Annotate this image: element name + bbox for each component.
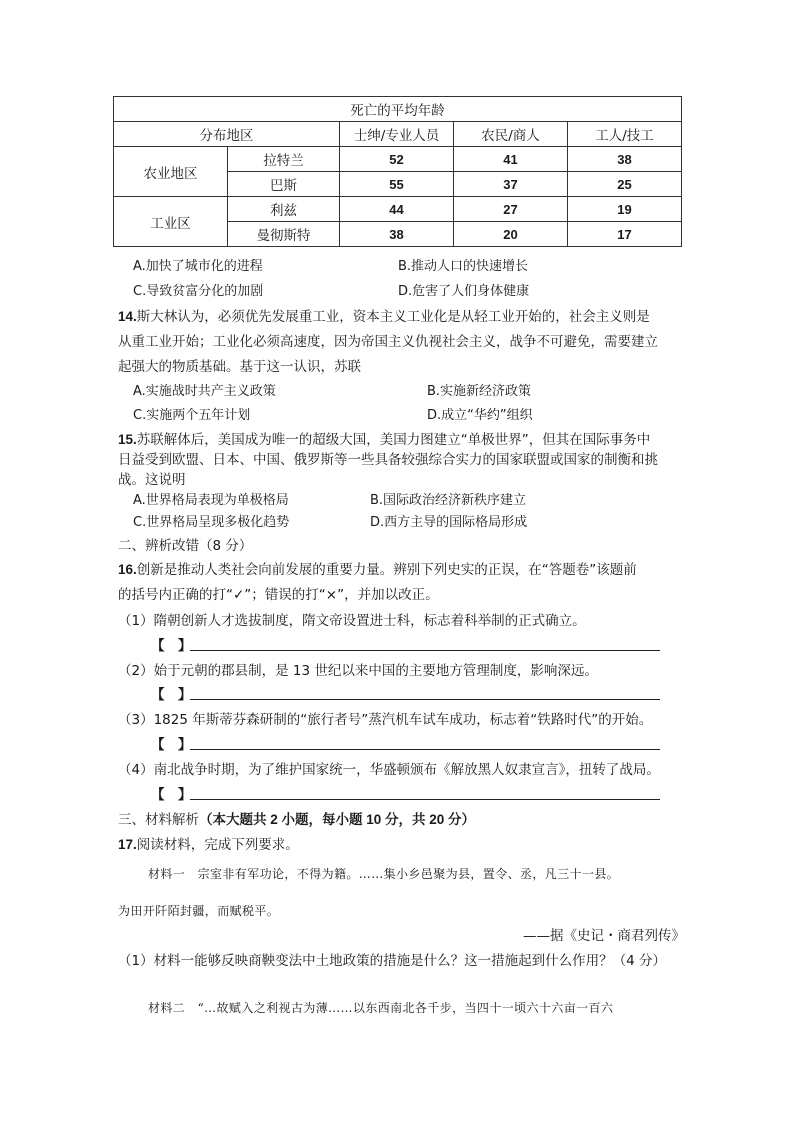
section3-heading: 三、材料解析（本大题共 2 小题，每小题 10 分，共 20 分） [118,812,476,828]
value-cell: 17 [568,222,682,247]
value-cell: 20 [454,222,568,247]
table-header: 农民/商人 [454,122,568,147]
region-cell: 工业区 [114,197,228,247]
answer-line[interactable] [190,699,660,700]
q16-stem-line2: 的括号内正确的打“✓”；错误的打“×”，并加以改正。 [118,587,439,603]
value-cell: 37 [454,172,568,197]
q14-option-a: A.实施战时共产主义政策 [133,384,276,399]
q13-option-a: A.加快了城市化的进程 [133,259,263,274]
q13-option-c: C.导致贫富分化的加剧 [133,284,264,299]
answer-line[interactable] [190,799,660,800]
city-cell: 拉特兰 [228,147,340,172]
q15-option-a: A.世界格局表现为单极格局 [133,493,289,508]
q14-stem-line3: 起强大的物质基础。基于这一认识，苏联 [118,359,361,375]
table-header: 士绅/专业人员 [340,122,454,147]
value-cell: 41 [454,147,568,172]
material-1-source: ——据《史记・商君列传》 [523,928,685,944]
q13-option-b: B.推动人口的快速增长 [398,259,529,274]
table-header: 分布地区 [114,122,340,147]
material-1-line2: 为田开阡陌封疆，而赋税平。 [118,904,280,918]
answer-bracket[interactable]: 【 】 [151,787,192,803]
value-cell: 25 [568,172,682,197]
value-cell: 27 [454,197,568,222]
value-cell: 44 [340,197,454,222]
q15-stem-line2: 日益受到欧盟、日本、中国、俄罗斯等一些具备较强综合实力的国家联盟或国家的制衡和挑 [118,452,658,468]
region-cell: 农业地区 [114,147,228,197]
city-cell: 巴斯 [228,172,340,197]
q15-option-c: C.世界格局呈现多极化趋势 [133,515,290,530]
material-2-line1: 材料二 “…故赋入之利视古为薄……以东西南北各千步，当四十一顷六十六亩一百六 [148,1001,614,1015]
q15-stem-line1: 15.苏联解体后，美国成为唯一的超级大国，美国力图建立“单极世界”，但其在国际事务中 [118,432,651,448]
q16-item-4: （4）南北战争时期，为了维护国家统一，华盛顿颁布《解放黑人奴隶宣言》，扭转了战局。 [118,762,660,778]
q15-option-b: B.国际政治经济新秩序建立 [370,493,527,508]
value-cell: 38 [568,147,682,172]
q14-option-c: C.实施两个五年计划 [133,408,251,423]
q16-item-1: （1）隋朝创新人才选拔制度，隋文帝设置进士科，标志着科举制的正式确立。 [118,613,586,629]
city-cell: 利兹 [228,197,340,222]
table-title: 死亡的平均年龄 [114,97,682,122]
q16-item-3: （3）1825 年斯蒂芬森研制的“旅行者号”蒸汽机车试车成功，标志着“铁路时代”的开始。 [118,712,653,728]
answer-line[interactable] [190,749,660,750]
section2-heading: 二、辨析改错（8 分） [118,538,253,554]
table-header: 工人/技工 [568,122,682,147]
q17-sub-1: （1）材料一能够反映商鞅变法中土地政策的措施是什么？这一措施起到什么作用？（4 分） [118,953,666,969]
answer-bracket[interactable]: 【 】 [151,737,192,753]
q14-stem-line2: 从重工业开始；工业化必须高速度，因为帝国主义仇视社会主义，战争不可避免，需要建立 [118,334,658,350]
q14-stem-line1: 14.斯大林认为，必须优先发展重工业，资本主义工业化是从轻工业开始的，社会主义则是 [118,309,650,325]
table-row [114,197,682,222]
value-cell: 55 [340,172,454,197]
q14-option-d: D.成立“华约”组织 [427,408,533,423]
q17-intro: 17.阅读材料，完成下列要求。 [118,837,299,853]
answer-bracket[interactable]: 【 】 [151,687,192,703]
q13-option-d: D.危害了人们身体健康 [398,284,530,299]
answer-line[interactable] [190,650,660,651]
answer-bracket[interactable]: 【 】 [151,638,192,654]
table-row [114,147,682,172]
value-cell: 38 [340,222,454,247]
q16-item-2: （2）始于元朝的郡县制，是 13 世纪以来中国的主要地方管理制度，影响深远。 [118,663,598,679]
q16-stem-line1: 16.创新是推动人类社会向前发展的重要力量。辨别下列史实的正误，在“答题卷”该题前 [118,562,637,578]
q15-option-d: D.西方主导的国际格局形成 [370,515,528,530]
city-cell: 曼彻斯特 [228,222,340,247]
death-age-table [113,96,682,247]
q14-option-b: B.实施新经济政策 [427,384,532,399]
material-1-line1: 材料一 宗室非有军功论，不得为籍。……集小乡邑聚为县，置令、丞，凡三十一县。 [148,867,620,881]
value-cell: 19 [568,197,682,222]
value-cell: 52 [340,147,454,172]
q15-stem-line3: 战。这说明 [118,472,186,488]
